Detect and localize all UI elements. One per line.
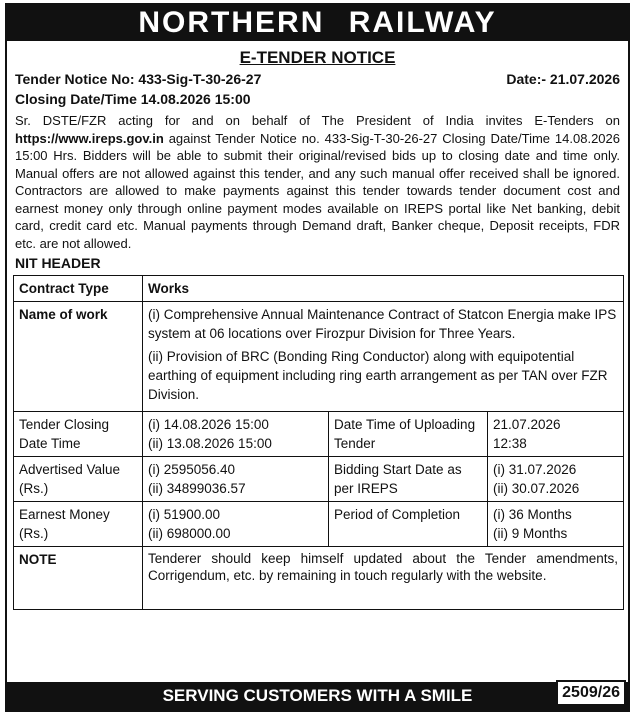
body-text-part2: against Tender Notice no. 433-Sig-T-30-26-27 Closing Date/Time 14.08.2026 15:00 Hrs. Bidders will be able to submit their original/revised bids up to closing date and time only. Manual offers are not allowed against this tender, and any such manual offer received shall be ignored. Contractors are allowed to make payments against this tender towards tender document cost and earnest money only through online payment modes available on IREPS portal like Net banking, debit card, credit card etc. Manual payments through Demand draft, Banker cheque, Deposit receipts, FDR etc. are not allowed. xyxy=(15,130,620,251)
bidding-1: (i) 31.07.2026 xyxy=(493,462,577,477)
tender-closing-1: (i) 14.08.2026 15:00 xyxy=(148,417,269,432)
table-row xyxy=(14,276,624,302)
tender-closing-2: (ii) 13.08.2026 15:00 xyxy=(148,436,272,451)
upload-time: 12:38 xyxy=(493,436,527,451)
table-row xyxy=(14,547,624,610)
name-of-work-value xyxy=(143,302,624,412)
period-1: (i) 36 Months xyxy=(493,507,572,522)
notice-meta-row xyxy=(7,71,628,87)
notice-body xyxy=(7,112,628,252)
advertised-1: (i) 2595056.40 xyxy=(148,462,236,477)
tender-closing-label: Tender Closing Date Time xyxy=(14,412,143,457)
contract-type-value: Works xyxy=(143,276,624,302)
earnest-label: Earnest Money (Rs.) xyxy=(14,502,143,547)
footer-slogan: SERVING CUSTOMERS WITH A SMILE xyxy=(7,682,628,710)
nit-header: NIT HEADER xyxy=(15,255,101,271)
table-row xyxy=(14,457,624,502)
bidding-label: Bidding Start Date as per IREPS xyxy=(329,457,488,502)
advertised-label: Advertised Value (Rs.) xyxy=(14,457,143,502)
period-label: Period of Completion xyxy=(329,502,488,547)
earnest-1: (i) 51900.00 xyxy=(148,507,221,522)
bidding-value xyxy=(488,457,624,502)
tender-closing-value xyxy=(143,412,329,457)
note-text: Tenderer should keep himself updated about the Tender amendments, Corrigendum, etc. by remaining in touch regularly with the website. xyxy=(143,547,624,610)
name-of-work-label: Name of work xyxy=(14,302,143,412)
earnest-2: (ii) 698000.00 xyxy=(148,526,231,541)
table-row xyxy=(14,302,624,412)
organization-banner: NORTHERN RAILWAY xyxy=(7,5,628,41)
bidding-2: (ii) 30.07.2026 xyxy=(493,481,580,496)
tender-notice xyxy=(5,3,630,712)
notice-subtitle: E-TENDER NOTICE xyxy=(239,48,396,67)
work-item-1: (i) Comprehensive Annual Maintenance Contract of Statcon Energia make IPS system at 06 locations over Firozpur Division for Three Years. xyxy=(148,307,617,341)
ireps-link[interactable]: https://www.ireps.gov.in xyxy=(15,130,164,146)
advertised-2: (ii) 34899036.57 xyxy=(148,481,246,496)
upload-label: Date Time of Uploading Tender xyxy=(329,412,488,457)
table-row xyxy=(14,412,624,457)
period-2: (ii) 9 Months xyxy=(493,526,568,541)
contract-type-label: Contract Type xyxy=(14,276,143,302)
notice-code: 2509/26 xyxy=(556,680,626,706)
notice-date: Date:- 21.07.2026 xyxy=(506,71,620,87)
period-value xyxy=(488,502,624,547)
table-row xyxy=(14,502,624,547)
body-text-part1: Sr. DSTE/FZR acting for and on behalf of The President of India invites E-Tenders on xyxy=(15,113,620,128)
earnest-value xyxy=(143,502,329,547)
upload-date: 21.07.2026 xyxy=(493,417,561,432)
note-label: NOTE xyxy=(14,547,143,610)
nit-table xyxy=(13,275,624,610)
closing-date-time: Closing Date/Time 14.08.2026 15:00 xyxy=(15,91,251,107)
tender-notice-number: Tender Notice No: 433-Sig-T-30-26-27 xyxy=(15,71,262,87)
work-item-2: (ii) Provision of BRC (Bonding Ring Conductor) along with equipotential earthing of equipment including ring earth arrangement as per TAN over FZR Division. xyxy=(148,349,608,402)
upload-value xyxy=(488,412,624,457)
advertised-value xyxy=(143,457,329,502)
